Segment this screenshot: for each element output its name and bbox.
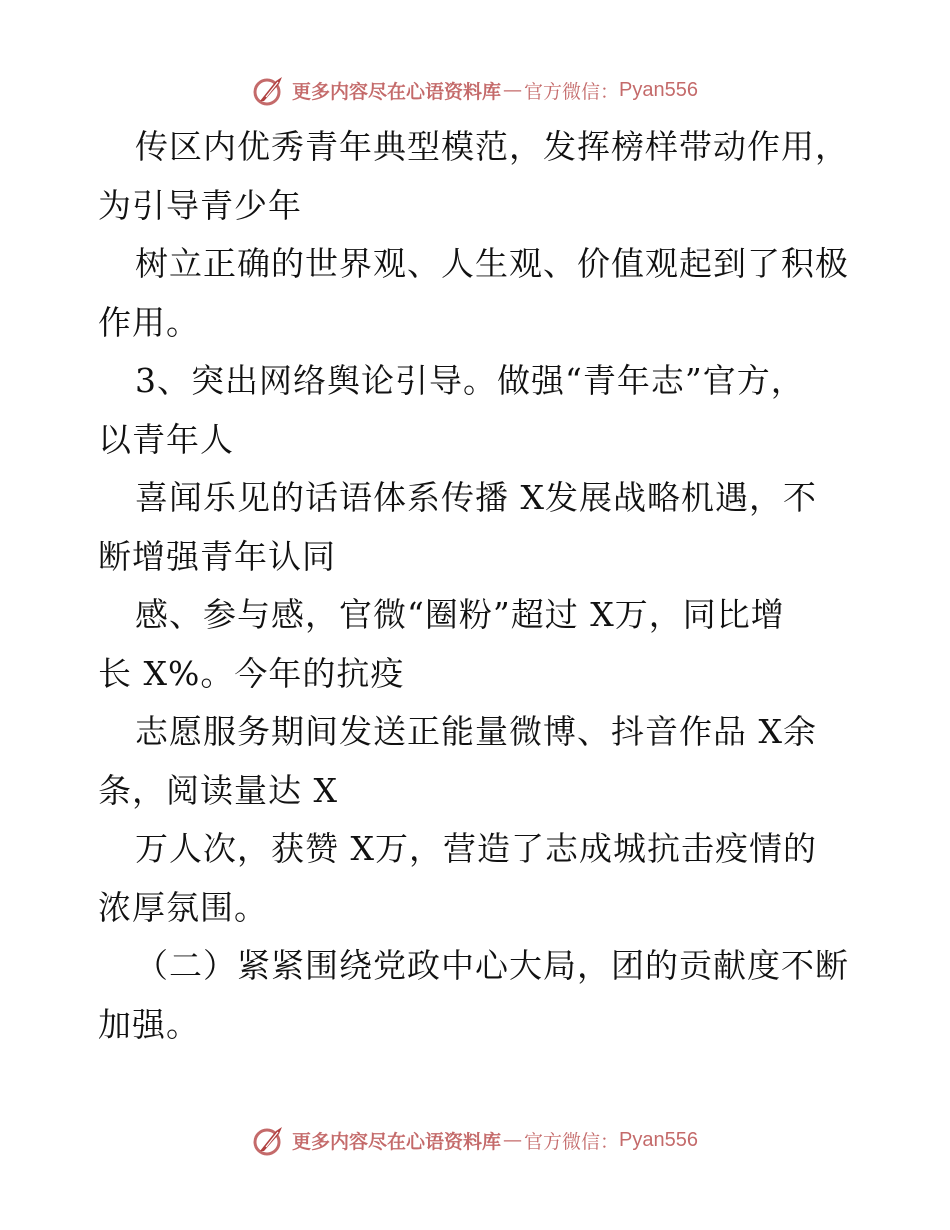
text-line: 树立正确的世界观、人生观、价值观起到了积极 [135, 244, 849, 283]
text-line: 传区内优秀青年典型模范，发挥榜样带动作用， [135, 127, 849, 166]
text-line: 断增强青年认同 [98, 536, 336, 576]
text-line: 喜闻乐见的话语体系传播 X发展战略机遇，不 [135, 478, 817, 517]
document-body [98, 118, 898, 1054]
text-line: 感、参与感，官微“圈粉”超过 X万，同比增 [135, 595, 785, 634]
banner-title: 更多内容尽在心语资料库 [292, 1130, 502, 1153]
banner-label: 官方微信： [524, 80, 620, 103]
banner-wechat-id: Pyan556 [619, 78, 698, 101]
quill-pen-logo-icon [252, 1123, 286, 1157]
text-line: 为引导青少年 [98, 185, 302, 225]
banner-separator: — [503, 79, 523, 101]
banner-separator: — [503, 1129, 523, 1151]
banner-wechat-id: Pyan556 [619, 1128, 698, 1151]
text-line: 3、突出网络舆论引导。做强“青年志”官方， [135, 361, 805, 400]
text-line: 条，阅读量达 X [98, 770, 338, 810]
text-line: 加强。 [98, 1004, 200, 1044]
text-line: 长 X%。今年的抗疫 [98, 653, 405, 693]
banner-label: 官方微信： [524, 1130, 620, 1153]
banner-title: 更多内容尽在心语资料库 [292, 80, 502, 103]
text-line: 浓厚氛围。 [98, 887, 268, 927]
quill-pen-logo-icon [252, 73, 286, 107]
text-line: （二）紧紧围绕党政中心大局，团的贡献度不断 [135, 946, 849, 985]
header-banner [0, 70, 950, 110]
footer-banner [0, 1120, 950, 1160]
text-line: 作用。 [98, 302, 200, 342]
text-line: 万人次，获赞 X万，营造了志成城抗击疫情的 [135, 829, 817, 868]
text-line: 志愿服务期间发送正能量微博、抖音作品 X余 [135, 712, 817, 751]
text-line: 以青年人 [98, 419, 234, 459]
